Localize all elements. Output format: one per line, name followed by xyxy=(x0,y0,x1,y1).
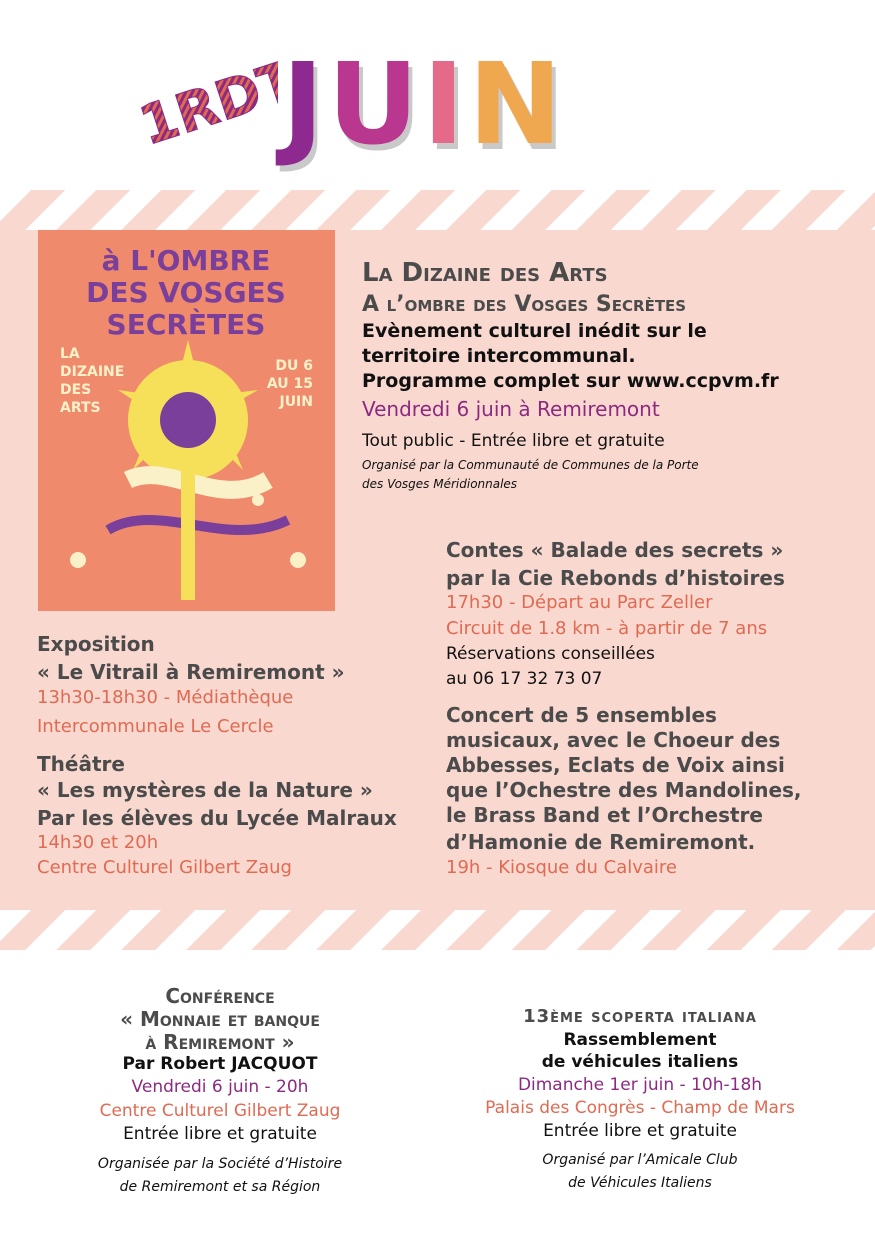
dizaine-desc-line2: territoire intercommunal. xyxy=(362,345,636,367)
theatre-name: « Les mystères de la Nature » xyxy=(37,778,373,802)
contes-title-line1: Contes « Balade des secrets » xyxy=(446,538,784,562)
contes-circuit: Circuit de 1.8 km - à partir de 7 ans xyxy=(446,618,768,639)
concert-line1: Concert de 5 ensembles xyxy=(446,703,717,727)
contes-reservation: Réservations conseillées xyxy=(446,644,655,664)
expo-time: 13h30-18h30 - Médiathèque xyxy=(37,687,294,708)
conference-title: Conférence xyxy=(165,984,275,1008)
poster-title-line2: DES VOSGES xyxy=(86,276,286,309)
theatre-time: 14h30 et 20h xyxy=(37,832,159,853)
dizaine-org-line1: Organisé par la Communauté de Communes de la Porte xyxy=(362,458,699,472)
dizaine-title: La Dizaine des Arts xyxy=(362,258,608,288)
dizaine-date: Vendredi 6 juin à Remiremont xyxy=(362,397,660,421)
logo-1rdt xyxy=(128,40,278,150)
poster-sub-line1: LA xyxy=(60,346,80,362)
dizaine-desc-line3: Programme complet sur www.ccpvm.fr xyxy=(362,370,779,392)
dizaine-subtitle: A l’ombre des Vosges Secrètes xyxy=(362,292,687,317)
contes-phone: au 06 17 32 73 07 xyxy=(446,669,603,689)
conference-org-line1: Organisée par la Société d’Histoire xyxy=(97,1156,343,1172)
scoperta-title: 13ème scoperta italiana xyxy=(523,1006,757,1027)
poster-title-line3: SECRÈTES xyxy=(106,308,266,341)
concert-line3: Abbesses, Eclats de Voix ainsi xyxy=(446,753,785,777)
scoperta-org-line1: Organisé par l’Amicale Club xyxy=(542,1152,738,1168)
poster-dates-line1: DU 6 xyxy=(275,358,313,374)
scoperta-org-line2: de Véhicules Italiens xyxy=(568,1175,712,1191)
month-letter-j: J xyxy=(282,40,328,170)
stripes-top xyxy=(0,190,875,230)
scoperta-entry: Entrée libre et gratuite xyxy=(543,1121,737,1141)
month-letter-u: U xyxy=(327,40,423,170)
poster-sub-line4: ARTS xyxy=(60,400,101,416)
poster-dates-line3: JUIN xyxy=(279,394,313,410)
scoperta-place: Palais des Congrès - Champ de Mars xyxy=(485,1098,795,1118)
contes-time: 17h30 - Départ au Parc Zeller xyxy=(446,592,713,613)
theatre-place: Centre Culturel Gilbert Zaug xyxy=(37,857,292,878)
month-letter-n: N xyxy=(468,40,567,170)
concert-line6: d’Hamonie de Remiremont. xyxy=(446,830,756,854)
conference-org-line2: de Remiremont et sa Région xyxy=(119,1179,321,1195)
event-poster xyxy=(38,230,335,611)
dizaine-desc-line1: Evènement culturel inédit sur le xyxy=(362,320,707,342)
conference-speaker: Par Robert JACQUOT xyxy=(122,1054,318,1074)
concert-line5: le Brass Band et l’Orchestre xyxy=(446,803,763,827)
poster-dates-line2: AU 15 xyxy=(266,376,313,392)
scoperta-line2: de véhicules italiens xyxy=(541,1052,739,1072)
month-letter-i: I xyxy=(422,40,469,170)
dizaine-org-line2: des Vosges Méridionnales xyxy=(362,477,518,491)
conference-name-line1: « Monnaie et banque xyxy=(120,1007,320,1031)
conference-entry: Entrée libre et gratuite xyxy=(123,1124,317,1144)
concert-line4: que l’Ochestre des Mandolines, xyxy=(446,778,802,802)
contes-title-line2: par la Cie Rebonds d’histoires xyxy=(446,566,785,590)
poster-sub-line2: DIZAINE xyxy=(60,364,125,380)
concert-place: 19h - Kiosque du Calvaire xyxy=(446,857,677,878)
poster-title-line1: à L'OMBRE xyxy=(101,244,271,277)
concert-line2: musicaux, avec le Choeur des xyxy=(446,728,781,752)
theatre-by: Par les élèves du Lycée Malraux xyxy=(37,806,397,830)
stripes-bottom xyxy=(0,910,875,950)
expo-place: Intercommunale Le Cercle xyxy=(37,716,274,737)
dizaine-public: Tout public - Entrée libre et gratuite xyxy=(362,431,665,451)
logo-text: 1RDT xyxy=(131,48,278,150)
conference-name-line2: à Remiremont » xyxy=(145,1030,295,1054)
expo-name: « Le Vitrail à Remiremont » xyxy=(37,660,345,684)
poster-sub-line3: DES xyxy=(60,382,92,398)
expo-title: Exposition xyxy=(37,632,155,656)
scoperta-line1: Rassemblement xyxy=(563,1030,717,1050)
theatre-title: Théâtre xyxy=(37,752,125,776)
conference-date: Vendredi 6 juin - 20h xyxy=(131,1077,309,1097)
month-title xyxy=(282,40,566,170)
conference-place: Centre Culturel Gilbert Zaug xyxy=(99,1101,341,1121)
scoperta-date: Dimanche 1er juin - 10h-18h xyxy=(517,1075,763,1095)
